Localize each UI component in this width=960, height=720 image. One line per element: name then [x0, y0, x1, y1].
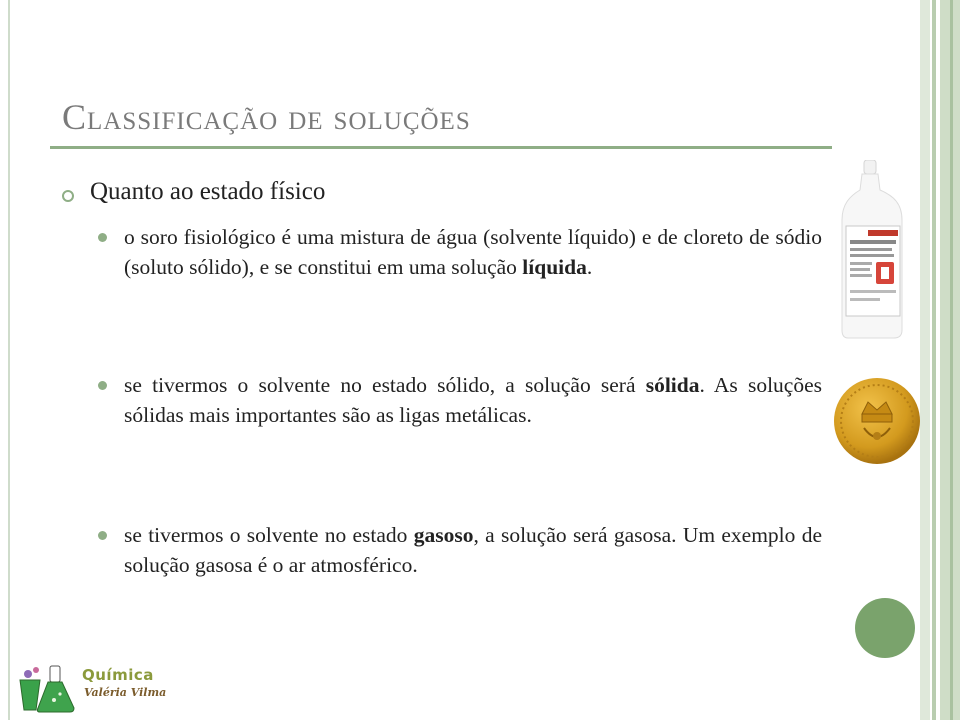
ring-bullet-icon	[62, 190, 74, 202]
logo-title: Química	[82, 666, 154, 684]
bullet-text-end: . As soluções sólidas mais importantes são as ligas metálicas.	[124, 373, 822, 427]
logo-subtitle: Valéria Vilma	[84, 686, 167, 699]
bullet-dot-icon	[98, 531, 107, 540]
decorative-green-circle	[855, 598, 915, 658]
right-border-line	[932, 0, 936, 720]
bullet-item	[124, 222, 822, 282]
bullet-bold-term: gasoso	[413, 523, 474, 547]
bullet-bold-term: sólida	[645, 373, 700, 397]
bullet-item	[124, 370, 822, 430]
right-border-stripe	[950, 0, 953, 720]
bullet-bold-term: líquida	[522, 255, 587, 279]
bullet-text-end: .	[586, 255, 593, 279]
bullet-text: o soro fisiológico é uma mistura de água (solvente líquido) e de cloreto de sódio (soluto sólido), e se constitui em uma solução	[124, 225, 822, 279]
bullet-dot-icon	[98, 233, 107, 242]
bullet-text: se tivermos o solvente no estado	[124, 523, 414, 547]
slide-title: Classificação de soluções	[62, 97, 471, 137]
bullet-item	[124, 520, 822, 580]
title-underline	[50, 146, 832, 149]
section-heading-text: Quanto ao estado físico	[90, 178, 326, 205]
bullet-text: se tivermos o solvente no estado sólido, a solução será	[124, 373, 646, 397]
right-border-band	[920, 0, 930, 720]
left-border	[8, 0, 10, 720]
bullet-text-end: , a solução será gasosa. Um exemplo de solução gasosa é o ar atmosférico.	[124, 523, 822, 577]
gold-coin-image	[832, 376, 922, 466]
saline-bottle-image	[838, 160, 908, 340]
bullet-dot-icon	[98, 381, 107, 390]
